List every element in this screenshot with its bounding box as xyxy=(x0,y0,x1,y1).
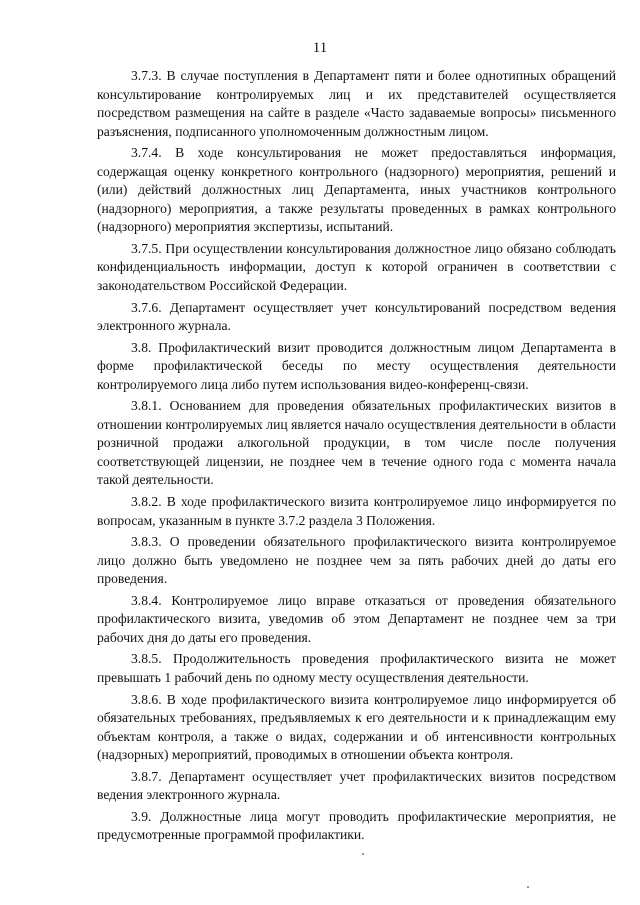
scan-speck xyxy=(362,853,364,855)
paragraph-3-9: 3.9. Должностные лица могут проводить профилактические мероприятия, не предусмотренные программой профилактики. xyxy=(97,808,616,843)
page-body xyxy=(97,67,616,848)
paragraph-3-8: 3.8. Профилактический визит проводится должностным лицом Департамента в форме профилактической беседы по месту осуществления деятельности контролируемого лица либо путем использования видео-конференц-связи. xyxy=(97,339,616,392)
scan-speck xyxy=(527,886,529,888)
paragraph-3-7-5: 3.7.5. При осуществлении консультирования должностное лицо обязано соблюдать конфиденциальность информации, доступ к которой ограничен в соответствии с законодательством Российской Федерации. xyxy=(97,240,616,294)
paragraph-3-8-1: 3.8.1. Основанием для проведения обязательных профилактических визитов в отношении контролируемых лиц является начало осуществления деятельности в области розничной продажи алкогольной продукции, в том числе после получения соответствующей лицензии, не позднее чем в течение одного года с момента начала такой деятельности. xyxy=(97,398,616,488)
paragraph-3-8-3: 3.8.3. О проведении обязательного профилактического визита контролируемое лицо должно быть уведомлено не позднее чем за пять рабочих дней до даты его проведения. xyxy=(97,534,616,587)
paragraph-3-8-5: 3.8.5. Продолжительность проведения профилактического визита не может превышать 1 рабочий день по одному месту осуществления деятельности. xyxy=(97,651,616,685)
paragraph-3-8-6: 3.8.6. В ходе профилактического визита контролируемое лицо информируется об обязательных требованиях, предъявляемых к его деятельности и к принадлежащим ему объектам контроля, а также о видах, содержании и об интенсивности контрольных (надзорных) мероприятий, проводимых в отношении объекта контроля. xyxy=(97,691,616,763)
paragraph-3-7-6: 3.7.6. Департамент осуществляет учет консультирований посредством ведения электронного журнала. xyxy=(97,299,616,334)
paragraph-3-8-2: 3.8.2. В ходе профилактического визита контролируемое лицо информируется по вопросам, указанным в пункте 3.7.2 раздела 3 Положения. xyxy=(97,494,616,528)
paragraph-3-7-4: 3.7.4. В ходе консультирования не может предоставляться информация, содержащая оценку конкретного контрольного (надзорного) мероприятия, решений и (или) действий должностных лиц Департамента, иных участников контрольного (надзорного) мероприятия, а также результаты проведенных в рамках контрольного (надзорного) мероприятия экспертизы, испытаний. xyxy=(97,145,616,235)
page-number: 11 xyxy=(312,40,328,56)
paragraph-3-8-4: 3.8.4. Контролируемое лицо вправе отказаться от проведения обязательного профилактического визита, уведомив об этом Департамент не позднее чем за три рабочих дня до даты его проведения. xyxy=(97,592,616,645)
paragraph-3-7-3: 3.7.3. В случае поступления в Департамент пяти и более однотипных обращений консультирование контролируемых лиц и их представителей осуществляется посредством размещения на сайте в разделе «Часто задаваемые вопросы» письменного разъяснения, подписанного уполномоченным должностным лицом. xyxy=(97,68,616,139)
paragraph-3-8-7: 3.8.7. Департамент осуществляет учет профилактических визитов посредством ведения электронного журнала. xyxy=(97,768,616,803)
